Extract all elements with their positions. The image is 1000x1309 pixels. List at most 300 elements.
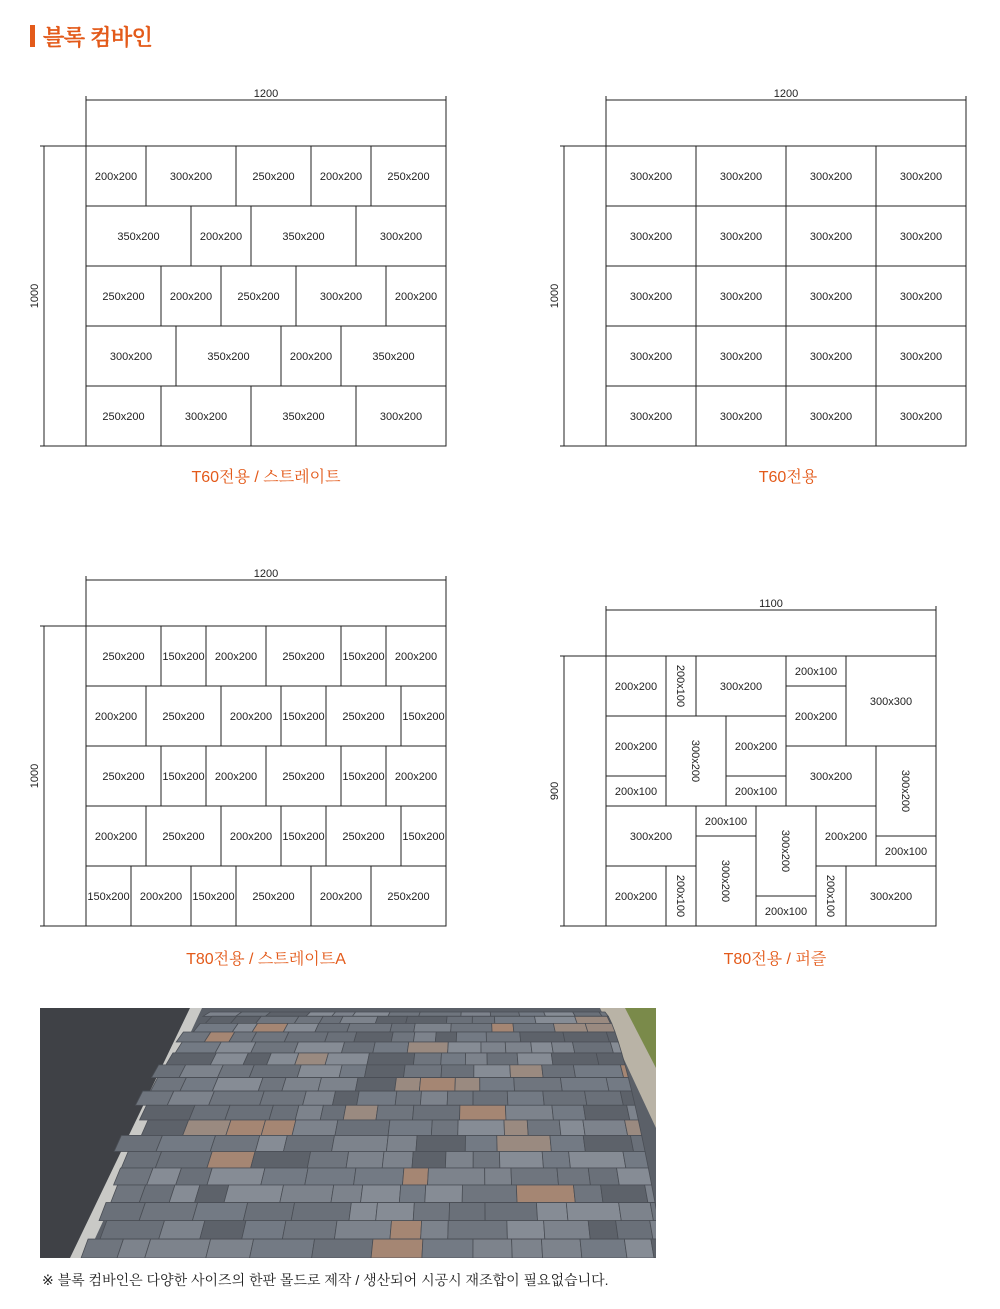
paver-block-label: 300x200: [184, 411, 228, 423]
photo-brick: [552, 1105, 586, 1120]
photo-brick: [364, 1065, 405, 1078]
photo-brick: [421, 1221, 449, 1239]
paver-block-label: 300x200: [899, 171, 943, 183]
diagram-t60: [550, 86, 976, 454]
photo-brick: [573, 1065, 623, 1078]
photo-brick: [617, 1168, 652, 1185]
photo-brick: [619, 1203, 654, 1221]
paver-block-label: 250x200: [237, 291, 280, 303]
photo-brick: [458, 1120, 505, 1135]
photo-brick: [265, 1012, 310, 1016]
photo-brick: [616, 1221, 653, 1239]
photo-brick: [140, 1105, 195, 1120]
photo-brick: [472, 1016, 495, 1023]
photo-brick: [395, 1091, 421, 1105]
photo-brick: [319, 1016, 343, 1023]
photo-brick: [428, 1168, 485, 1185]
photo-brick: [335, 1120, 390, 1135]
photo-brick: [601, 1185, 648, 1203]
photo-brick: [572, 1042, 613, 1053]
width-dimension-label: 1200: [773, 88, 799, 100]
paver-block-label: 300x200: [899, 291, 943, 303]
paver-block-label: 300x200: [899, 231, 943, 243]
paver-block-label: 200x100: [824, 874, 836, 918]
photo-brick: [339, 1065, 367, 1078]
paver-block-label: 250x200: [282, 771, 325, 783]
photo-brick: [332, 1091, 359, 1105]
photo-brick: [141, 1120, 188, 1135]
diagram-t60-straight: [30, 86, 456, 454]
photo-brick: [390, 1023, 415, 1032]
paver-block-label: 300x200: [719, 231, 763, 243]
photo-brick: [251, 1032, 289, 1042]
photo-brick: [462, 1185, 517, 1203]
paver-block-label: 200x200: [394, 771, 438, 783]
caption-t80-puzzle: T80전용 / 퍼즐: [723, 951, 827, 968]
photo-brick: [261, 1120, 296, 1135]
photo-brick: [517, 1053, 553, 1065]
photo-brick: [236, 1012, 271, 1016]
paver-block-label: 250x200: [102, 411, 145, 423]
paver-block-label: 200x200: [824, 831, 868, 843]
paver-block-label: 200x200: [614, 741, 658, 753]
photo-brick: [284, 1032, 328, 1042]
photo-brick: [81, 1239, 123, 1258]
photo-brick: [416, 1135, 466, 1151]
photo-brick: [507, 1091, 544, 1105]
photo-brick: [541, 1239, 581, 1258]
photo-brick: [255, 1135, 287, 1151]
paver-block-label: 350x200: [282, 231, 325, 243]
photo-brick: [588, 1221, 618, 1239]
photo-brick: [485, 1203, 538, 1221]
photo-brick: [347, 1023, 392, 1032]
paver-block-label: 300x200: [809, 171, 853, 183]
paver-block-label: 300x200: [169, 171, 213, 183]
photo-brick: [179, 1065, 223, 1078]
caption-t60-straight: T60전용 / 스트레이트: [191, 469, 341, 486]
photo-brick: [295, 1105, 323, 1120]
diagram-canvas: [30, 86, 456, 454]
photo-brick: [382, 1151, 413, 1168]
photo-brick: [575, 1016, 611, 1023]
photo-brick: [376, 1203, 415, 1221]
photo-brick: [534, 1016, 577, 1023]
photo-brick: [256, 1016, 299, 1023]
photo-brick: [451, 1023, 492, 1032]
photo-brick: [402, 1168, 428, 1185]
photo-brick: [349, 1203, 378, 1221]
photo-brick: [559, 1120, 585, 1135]
diagram-canvas: [550, 596, 946, 934]
photo-brick: [473, 1239, 512, 1258]
photo-brick: [583, 1120, 628, 1135]
photo-brick: [505, 1105, 553, 1120]
photo-brick: [175, 1042, 221, 1053]
paver-block-label: 250x200: [387, 171, 430, 183]
paver-block-label: 300x200: [809, 351, 853, 363]
photo-brick: [180, 1078, 218, 1091]
photo-brick: [306, 1012, 335, 1016]
photo-brick: [413, 1032, 436, 1042]
photo-brick: [455, 1078, 480, 1091]
photo-brick: [390, 1221, 422, 1239]
photo-brick: [487, 1053, 518, 1065]
paver-block-label: 200x200: [139, 891, 183, 903]
photo-brick: [494, 1016, 536, 1023]
photo-brick: [354, 1168, 404, 1185]
photo-brick: [551, 1042, 574, 1053]
diagram-t80-puzzle: [550, 596, 946, 934]
paver-block-label: 150x200: [162, 651, 205, 663]
photo-brick: [419, 1078, 455, 1091]
photo-brick: [585, 1023, 615, 1032]
paver-block-label: 250x200: [252, 171, 295, 183]
photo-brick: [155, 1151, 212, 1168]
paver-block-label: 300x200: [899, 769, 911, 813]
photo-brick: [625, 1120, 642, 1135]
photo-brick: [460, 1105, 506, 1120]
paver-block-label: 200x100: [674, 874, 686, 918]
photo-brick: [563, 1032, 610, 1042]
caption-t60: T60전용: [758, 469, 818, 486]
photo-brick: [504, 1120, 528, 1135]
photo-brick: [282, 1078, 322, 1091]
paver-block-label: 200x100: [794, 666, 838, 678]
photo-brick: [560, 1078, 609, 1091]
photo-brick: [258, 1078, 286, 1091]
paver-block-label: 300x200: [629, 231, 673, 243]
height-dimension-label: 1000: [549, 283, 561, 309]
photo-brick: [373, 1042, 409, 1053]
paver-block-label: 250x200: [102, 291, 145, 303]
photo-brick: [473, 1091, 508, 1105]
section-title: [30, 22, 152, 50]
photo-brick: [448, 1042, 481, 1053]
photo-brick: [449, 1203, 485, 1221]
paving-photo: [40, 1008, 656, 1258]
photo-brick: [412, 1151, 446, 1168]
height-dimension-label: 1000: [29, 763, 41, 789]
paver-block-label: 200x100: [674, 664, 686, 708]
photo-brick: [543, 1091, 587, 1105]
photo-brick: [569, 1151, 626, 1168]
photo-brick: [422, 1239, 473, 1258]
paver-block-label: 200x100: [704, 816, 748, 828]
photo-brick: [531, 1042, 553, 1053]
photo-brick: [307, 1151, 348, 1168]
paver-block-label: 300x200: [899, 351, 943, 363]
photo-brick: [583, 1105, 629, 1120]
page-title: 블록 컴바인: [43, 24, 153, 50]
photo-brick: [343, 1105, 378, 1120]
photo-brick: [510, 1065, 543, 1078]
photo-brick: [334, 1221, 391, 1239]
photo-brick: [514, 1078, 563, 1091]
photo-brick: [573, 1185, 603, 1203]
paver-block-label: 300x300: [869, 696, 913, 708]
paver-block-label: 200x100: [764, 906, 808, 918]
photo-brick: [99, 1203, 145, 1221]
photo-brick: [583, 1135, 633, 1151]
photo-brick: [536, 1203, 568, 1221]
paver-block-label: 150x200: [342, 771, 385, 783]
photo-brick: [218, 1065, 255, 1078]
paver-block-label: 200x200: [94, 711, 138, 723]
photo-brick: [215, 1042, 256, 1053]
paver-block-label: 150x200: [162, 771, 205, 783]
photo-brick: [145, 1239, 211, 1258]
paver-block-label: 300x200: [719, 411, 763, 423]
paver-block-label: 200x200: [229, 831, 273, 843]
photo-brick: [260, 1091, 307, 1105]
photo-brick: [100, 1221, 164, 1239]
photo-brick: [121, 1151, 161, 1168]
paver-block-label: 300x200: [809, 231, 853, 243]
photo-brick: [557, 1168, 590, 1185]
paver-block-label: 150x200: [402, 831, 445, 843]
photo-brick: [225, 1105, 274, 1120]
photo-brick: [252, 1023, 288, 1032]
paver-block-label: 300x200: [629, 171, 673, 183]
photo-brick: [371, 1239, 423, 1258]
photo-brick: [446, 1016, 472, 1023]
photo-brick: [553, 1023, 587, 1032]
photo-brick: [486, 1032, 521, 1042]
caption-t80-straight-a: T80전용 / 스트레이트A: [186, 951, 346, 968]
paver-block-label: 200x200: [169, 291, 213, 303]
photo-brick: [295, 1053, 329, 1065]
paver-block-label: 200x200: [614, 681, 658, 693]
photo-brick: [292, 1120, 338, 1135]
photo-brick: [404, 1065, 442, 1078]
photo-brick: [497, 1135, 552, 1151]
photo-brick: [480, 1078, 515, 1091]
photo-brick: [544, 1221, 591, 1239]
photo-brick: [513, 1023, 555, 1032]
photo-brick: [447, 1091, 473, 1105]
photo-brick: [511, 1168, 559, 1185]
photo-brick: [431, 1120, 458, 1135]
paver-block-label: 300x200: [719, 171, 763, 183]
photo-brick: [193, 1023, 238, 1032]
paver-block-label: 200x200: [214, 771, 258, 783]
photo-brick: [481, 1042, 506, 1053]
photo-brick: [269, 1105, 299, 1120]
photo-brick: [176, 1168, 212, 1185]
photo-brick: [325, 1053, 369, 1065]
photo-brick: [224, 1185, 284, 1203]
photo-brick: [303, 1091, 336, 1105]
photo-brick: [159, 1221, 205, 1239]
photo-brick: [183, 1120, 231, 1135]
photo-brick: [251, 1151, 311, 1168]
photo-brick: [261, 1168, 308, 1185]
photo-brick: [441, 1065, 474, 1078]
photo-brick: [413, 1203, 449, 1221]
photo-brick: [624, 1239, 654, 1258]
photo-brick: [332, 1135, 389, 1151]
paver-block-label: 300x200: [379, 231, 423, 243]
paver-block-label: 300x200: [809, 411, 853, 423]
photo-brick: [399, 1185, 425, 1203]
photo-brick: [209, 1091, 265, 1105]
diagram-canvas: [30, 566, 456, 934]
photo-brick: [192, 1203, 247, 1221]
photo-brick: [139, 1185, 175, 1203]
photo-brick: [167, 1091, 214, 1105]
photo-brick: [291, 1203, 351, 1221]
paver-block-label: 200x200: [794, 711, 838, 723]
title-accent-bar: [30, 25, 35, 47]
height-dimension-label: 1000: [29, 283, 41, 309]
paver-block-label: 350x200: [117, 231, 160, 243]
paver-block-label: 200x100: [734, 786, 778, 798]
photo-brick: [407, 1042, 448, 1053]
photo-brick: [413, 1105, 460, 1120]
photo-brick: [391, 1032, 415, 1042]
paver-block-label: 300x200: [809, 771, 853, 783]
photo-brick: [361, 1185, 401, 1203]
paver-block-label: 300x200: [689, 739, 701, 783]
photo-brick: [210, 1053, 248, 1065]
paver-block-label: 350x200: [372, 351, 415, 363]
paver-block-label: 300x200: [629, 411, 673, 423]
photo-brick: [267, 1053, 299, 1065]
photo-brick: [367, 1053, 415, 1065]
photo-brick: [331, 1185, 363, 1203]
photo-brick: [566, 1203, 621, 1221]
photo-brick: [325, 1032, 357, 1042]
paver-block-label: 200x200: [94, 831, 138, 843]
photo-brick: [527, 1120, 561, 1135]
diagram-canvas: [550, 86, 976, 454]
photo-brick: [519, 1012, 546, 1016]
photo-brick: [512, 1239, 543, 1258]
paver-block-label: 200x100: [884, 846, 928, 858]
photo-brick: [473, 1151, 500, 1168]
photo-brick: [242, 1221, 286, 1239]
photo-brick: [588, 1168, 619, 1185]
paver-block-label: 150x200: [192, 891, 235, 903]
photo-brick: [420, 1091, 447, 1105]
paver-block-label: 200x200: [199, 231, 243, 243]
photo-brick: [573, 1012, 602, 1016]
paver-block-label: 200x200: [394, 651, 438, 663]
paver-block-label: 300x200: [379, 411, 423, 423]
paver-block-label: 150x200: [282, 831, 325, 843]
photo-brick: [332, 1012, 356, 1016]
footnote: ※ 블록 컴바인은 다양한 사이즈의 한판 몰드로 제작 / 생산되어 시공시 재조합이 필요없습니다.: [42, 1272, 609, 1288]
photo-brick: [166, 1053, 216, 1065]
paver-block-label: 350x200: [282, 411, 325, 423]
photo-brick: [542, 1151, 570, 1168]
paver-block-label: 200x200: [94, 171, 138, 183]
photo-brick: [250, 1239, 315, 1258]
photo-brick: [485, 1168, 512, 1185]
paver-block-label: 300x200: [629, 291, 673, 303]
paver-block-label: 250x200: [102, 771, 145, 783]
paver-block-label: 250x200: [387, 891, 430, 903]
photo-brick: [318, 1078, 358, 1091]
paver-block-label: 250x200: [252, 891, 295, 903]
paver-block-label: 300x200: [809, 291, 853, 303]
photo-brick: [340, 1016, 378, 1023]
paver-block-label: 200x200: [214, 651, 258, 663]
paver-block-label: 300x200: [719, 681, 763, 693]
photo-brick: [282, 1221, 337, 1239]
paver-block-label: 250x200: [162, 711, 205, 723]
photo-brick: [280, 1185, 334, 1203]
paver-block-label: 200x200: [394, 291, 438, 303]
photo-brick: [355, 1078, 396, 1091]
paver-block-label: 350x200: [207, 351, 250, 363]
diagram-t80-straight-a: [30, 566, 456, 934]
photo-brick: [542, 1065, 576, 1078]
paver-block-label: 150x200: [342, 651, 385, 663]
photo-brick: [419, 1012, 462, 1016]
photo-brick: [243, 1203, 294, 1221]
photo-brick: [492, 1023, 514, 1032]
photo-brick: [456, 1032, 486, 1042]
paver-block-label: 150x200: [87, 891, 130, 903]
paver-block-label: 200x200: [319, 171, 363, 183]
photo-brick: [315, 1023, 350, 1032]
paver-block-label: 250x200: [282, 651, 325, 663]
photo-brick: [375, 1016, 407, 1023]
paver-block-label: 200x200: [614, 891, 658, 903]
photo-brick: [294, 1016, 323, 1023]
photo-brick: [114, 1135, 162, 1151]
photo-brick: [189, 1105, 230, 1120]
paver-block-label: 300x200: [719, 291, 763, 303]
photo-brick: [551, 1053, 599, 1065]
paver-block-label: 250x200: [162, 831, 205, 843]
paver-block-label: 300x200: [779, 829, 791, 873]
photo-brick: [251, 1042, 299, 1053]
photo-brick: [499, 1151, 543, 1168]
photo-brick: [435, 1032, 456, 1042]
photo-brick: [354, 1032, 393, 1042]
photo-brick: [505, 1042, 532, 1053]
photo-brick: [606, 1078, 632, 1091]
photo-brick: [544, 1012, 576, 1016]
paver-block-label: 300x200: [629, 831, 673, 843]
photo-brick: [406, 1016, 447, 1023]
paver-block-label: 300x200: [869, 891, 913, 903]
paver-block-label: 250x200: [342, 831, 385, 843]
photo-brick: [352, 1012, 390, 1016]
photo-brick: [388, 1120, 432, 1135]
photo-brick: [623, 1151, 648, 1168]
photo-brick: [195, 1185, 229, 1203]
photo-brick: [294, 1042, 344, 1053]
photo-brick: [445, 1151, 473, 1168]
photo-brick: [312, 1239, 373, 1258]
paver-block-label: 300x200: [319, 291, 363, 303]
photo-brick: [448, 1221, 508, 1239]
paver-block-label: 250x200: [342, 711, 385, 723]
paver-block-label: 200x100: [614, 786, 658, 798]
photo-brick: [386, 1135, 417, 1151]
photo-brick: [212, 1078, 263, 1091]
photo-brick: [305, 1168, 356, 1185]
paver-block-label: 250x200: [102, 651, 145, 663]
width-dimension-label: 1200: [253, 88, 279, 100]
photo-brick: [207, 1151, 255, 1168]
photo-brick: [516, 1185, 575, 1203]
photo-brick: [414, 1023, 452, 1032]
